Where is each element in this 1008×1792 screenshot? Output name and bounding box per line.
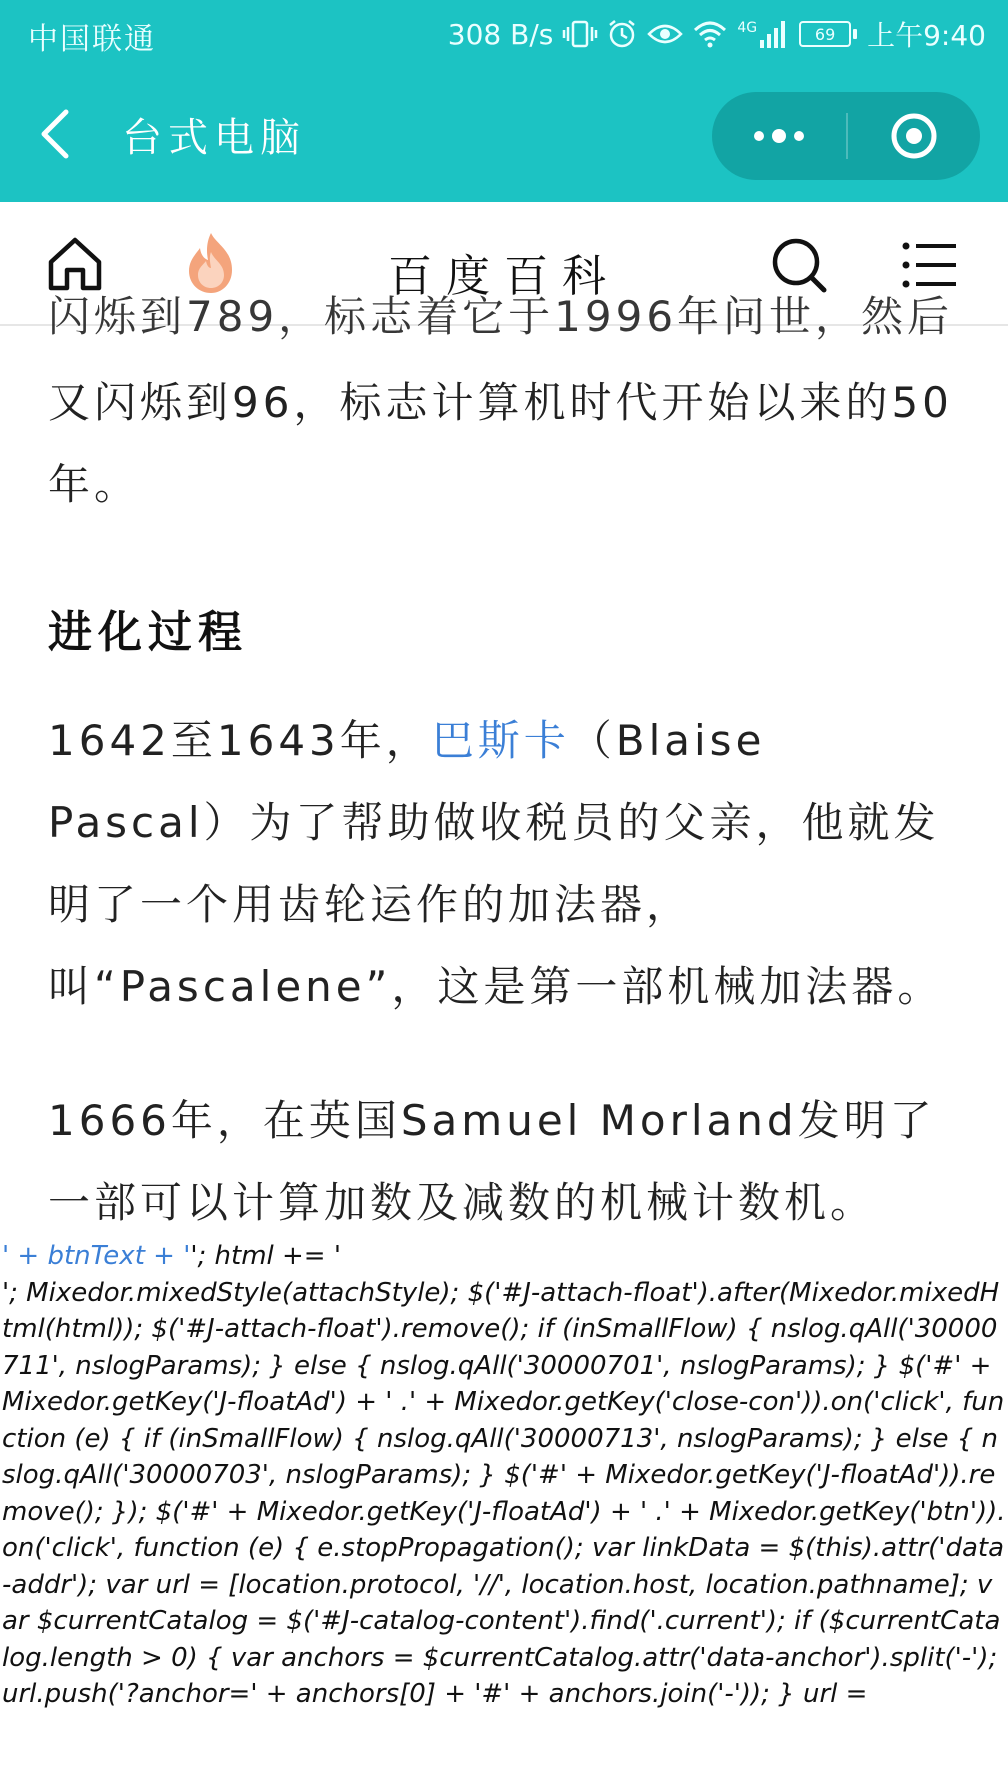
wifi-icon: [693, 20, 727, 48]
back-icon: [34, 106, 78, 162]
paragraph: 1666年，在英国Samuel Morland发明了一部可以计算加数及减数的机械计数机。: [48, 1096, 936, 1227]
more-button[interactable]: [712, 92, 846, 180]
mini-program-title-bar: [0, 66, 1008, 202]
paragraph-text: 1642至1643年，: [48, 716, 432, 765]
paragraph-text: （Blaise Pascal）为了帮助做收税员的父亲，他就发明了一个用齿轮运作的加法器，叫“Pascalene”，这是第一部机械加法器。: [48, 716, 944, 1011]
section-heading: 进化过程: [48, 607, 248, 658]
eye-icon: [647, 21, 683, 47]
alarm-icon: [607, 19, 637, 49]
carrier-label: 中国联通: [28, 22, 156, 57]
page-title: 台式电脑: [122, 115, 306, 161]
status-bar: [0, 0, 1008, 66]
code-fragment: '; html += ' '; Mixedor.mixedStyle(attachStyle); $('#J-attach-float').after(Mixedor.mixedHtml(html)); $('#J-attach-float').remove(); if (inSmallFlow) { nslog.qAll('30000711', nslogParams); } else { nslog.qAll('30000701', nslogParams); } $('#' + Mixedor.getKey('J-floatAd') + ' .' + Mixedor.getKey('close-con')).on('click', function (e) { if (inSmallFlow) { nslog.qAll('30000713', nslogParams); } else { nslog.qAll('30000703', nslogParams); } $('#' + Mixedor.getKey('J-floatAd')).remove(); }); $('#' + Mixedor.getKey('J-floatAd') + ' .' + Mixedor.getKey('btn')).on('click', function (e) { e.stopPropagation(); var linkData = $(this).attr('data-addr'); var url = [location.protocol, '//', location.host, location.pathname]; var $currentCatalog = $('#J-catalog-content').find('.current'); if ($currentCatalog.length > 0) { var anchors = $currentCatalog.attr('data-anchor').split('-'); url.push('?anchor=' + anchors[0] + '#' + anchors.join('-')); } url =: [2, 1241, 1006, 1709]
paragraph: 又闪烁到96，标志计算机时代开始以来的50年。: [48, 378, 953, 509]
network-speed: 308 B/s: [447, 17, 554, 51]
capsule-menu: [712, 92, 980, 180]
vibrate-icon: [563, 19, 597, 49]
clock-time: 上午9:40: [867, 19, 986, 52]
article-content: [0, 292, 1008, 1228]
network-type: 4G: [737, 20, 758, 36]
baike-brand: 百度百科: [388, 251, 620, 302]
paragraph: [48, 700, 960, 1028]
more-icon: [749, 126, 809, 146]
leaked-code-text: [0, 1238, 1008, 1792]
signal-icon: [737, 20, 789, 48]
battery-icon: [799, 21, 857, 47]
battery-level: 69: [814, 24, 836, 44]
close-target-icon: [889, 111, 939, 161]
back-button[interactable]: [34, 106, 78, 162]
partial-line: 闪烁到789，标志着它于1996年问世，然后: [48, 292, 954, 341]
code-fragment: ' + btnText + ': [2, 1241, 191, 1271]
status-icons: [448, 14, 986, 54]
close-button[interactable]: [848, 92, 980, 180]
pascal-link[interactable]: 巴斯卡: [431, 716, 570, 765]
